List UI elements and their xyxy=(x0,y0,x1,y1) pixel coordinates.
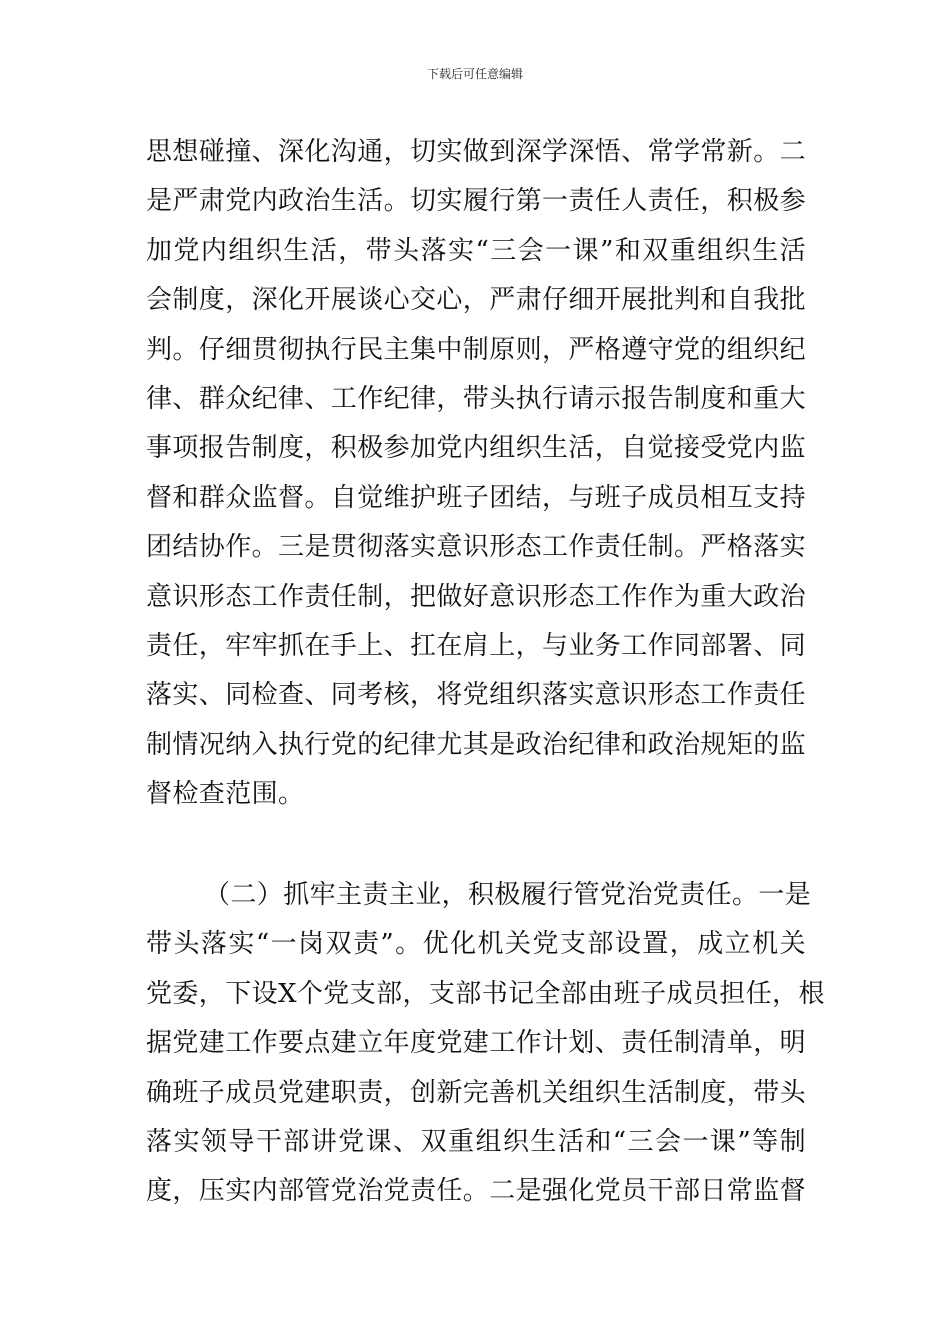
text-line: 落实领导干部讲党课、双重组织生活和“三会一课”等制 xyxy=(146,1126,806,1157)
page-header: 下载后可任意编辑 xyxy=(426,67,523,81)
text-line: 制情况纳入执行党的纪律尤其是政治纪律和政治规矩的监 xyxy=(146,729,807,760)
text-line: 是严肃党内政治生活。切实履行第一责任人责任，积极参 xyxy=(146,186,807,217)
text-line: 督和群众监督。自觉维护班子团结，与班子成员相互支持 xyxy=(146,482,807,513)
text-line: 律、群众纪律、工作纪律，带头执行请示报告制度和重大 xyxy=(146,383,807,414)
text-line: 会制度，深化开展谈心交心，严肃仔细开展批判和自我批 xyxy=(146,285,807,316)
text-line: 督检查范围。 xyxy=(146,779,305,810)
text-line: 加党内组织生活，带头落实“三会一课”和双重组织生活 xyxy=(146,235,806,266)
text-line: 据党建工作要点建立年度党建工作计划、责任制清单，明 xyxy=(146,1028,807,1059)
text-line: 确班子成员党建职责，创新完善机关组织生活制度，带头 xyxy=(146,1077,807,1108)
text-line: 意识形态工作责任制，把做好意识形态工作作为重大政治 xyxy=(146,581,807,612)
paragraph-1 xyxy=(146,128,806,819)
text-line: 带头落实“一岗双责”。优化机关党支部设置，成立机关 xyxy=(146,929,806,960)
text-line: 度，压实内部管党治党责任。二是强化党员干部日常监督 xyxy=(146,1176,807,1207)
text-line: 责任，牢牢抓在手上、扛在肩上，与业务工作同部署、同 xyxy=(146,630,807,661)
text-line: 落实、同检查、同考核，将党组织落实意识形态工作责任 xyxy=(146,680,807,711)
text-line: 事项报告制度，积极参加党内组织生活，自觉接受党内监 xyxy=(146,433,807,464)
text-line: 团结协作。三是贯彻落实意识形态工作责任制。严格落实 xyxy=(146,532,807,563)
paragraph-2 xyxy=(146,871,825,1217)
text-line: 思想碰撞、深化沟通，切实做到深学深悟、常学常新。二 xyxy=(146,137,807,167)
text-line: （二）抓牢主责主业，积极履行管党治党责任。一是 xyxy=(204,880,812,910)
text-line: 党委，下设X个党支部，支部书记全部由班子成员担任，根 xyxy=(146,978,825,1009)
text-line: 判。仔细贯彻执行民主集中制原则，严格遵守党的组织纪 xyxy=(146,334,807,365)
